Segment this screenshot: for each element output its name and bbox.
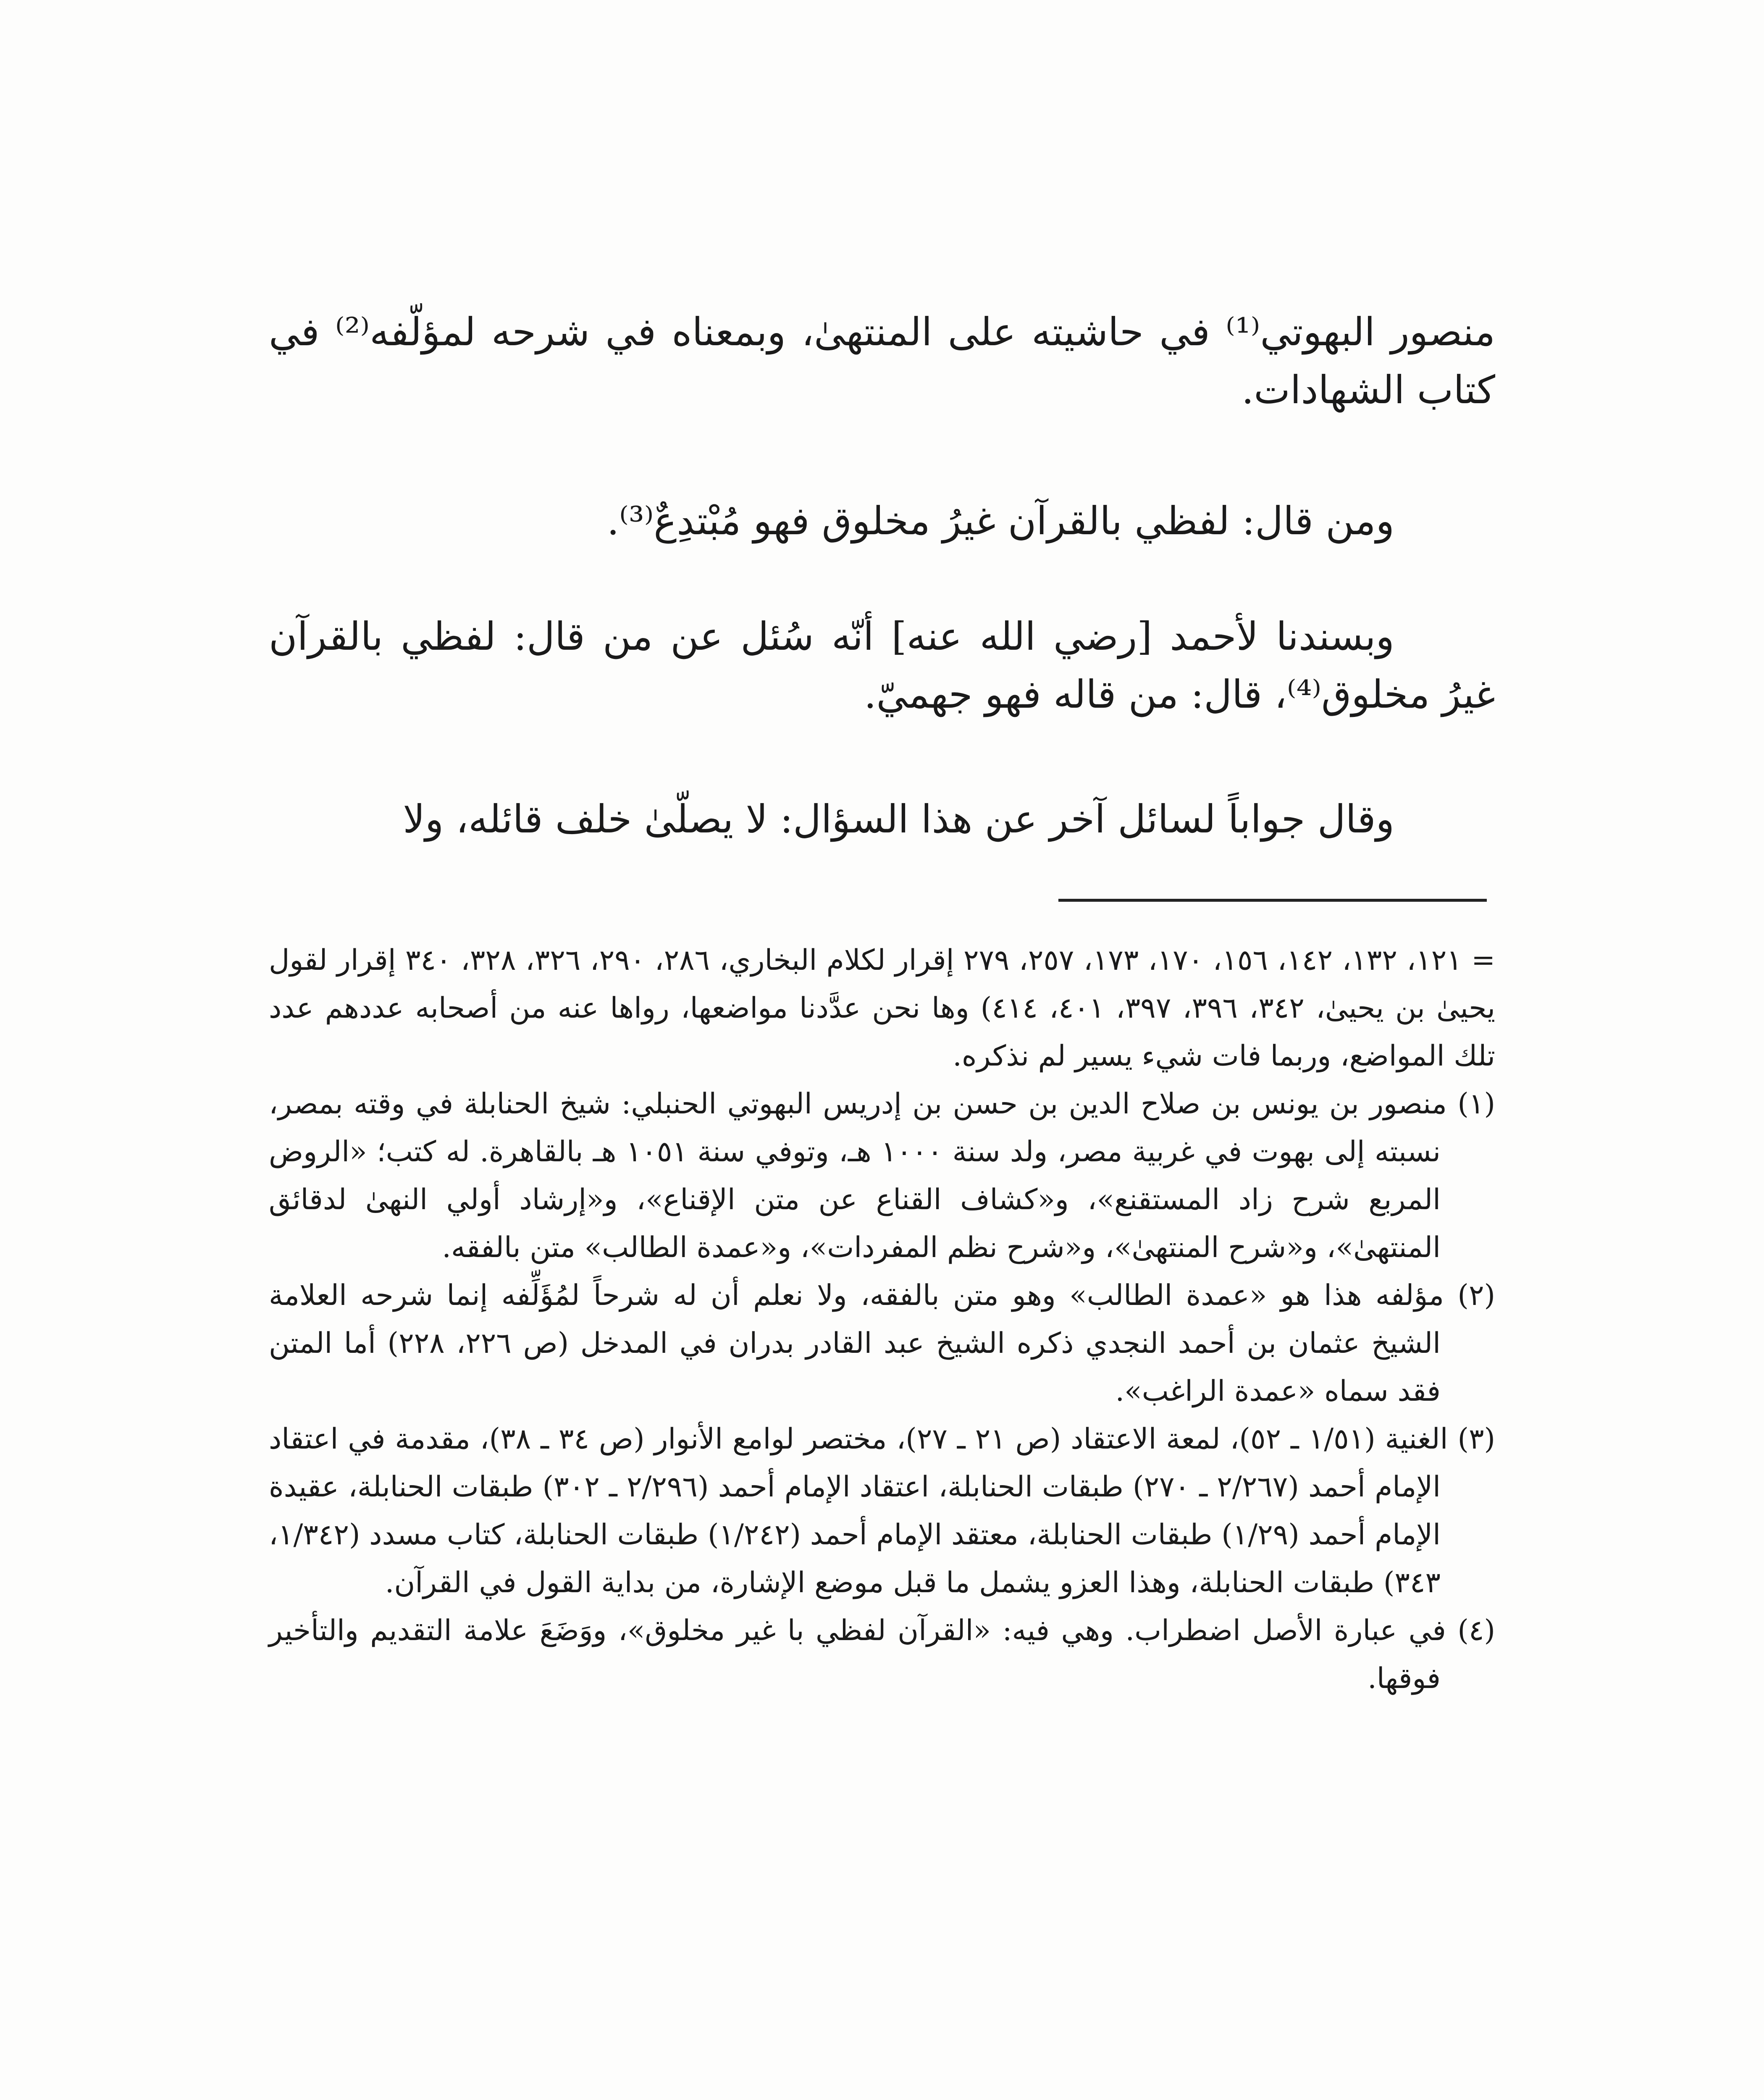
body-paragraph-2: ومن قال: لفظي بالقرآن غيرُ مخلوق فهو مُبْتدِعٌ⁽³⁾. <box>606 499 1394 543</box>
footnotes-section <box>269 937 1495 1703</box>
footnote-continuation: = ١٢١، ١٣٢، ١٤٢، ١٥٦، ١٧٠، ١٧٣، ٢٥٧، ٢٧٩ إقرار لكلام البخاري، ٢٨٦، ٢٩٠، ٣٢٦، ٣٢٨، ٣٤٠ إقرار لقول يحيىٰ بن يحيىٰ، ٣٤٢، ٣٩٦، ٣٩٧، ٤٠١، ٤١٤) وها نحن عدَّدنا مواضعها، رواها عنه من أصحابه عددهم عدد تلك المواضع، وربما فات شيء يسير لم نذكره. <box>269 944 1496 1073</box>
footnote-4: (٤) في عبارة الأصل اضطراب. وهي فيه: «القرآن لفظي با غير مخلوق»، ووَضَعَ علامة التقديم والتأخير فوقها. <box>269 1614 1495 1695</box>
body-paragraph-1: منصور البهوتي⁽¹⁾ في حاشيته على المنتهىٰ، وبمعناه في شرحه لمؤلّفه⁽²⁾ في كتاب الشهادات. <box>269 310 1496 412</box>
footnote-2: (٢) مؤلفه هذا هو «عمدة الطالب» وهو متن بالفقه، ولا نعلم أن له شرحاً لمُؤَلِّفه إنما شرحه العلامة الشيخ عثمان بن أحمد النجدي ذكره الشيخ عبد القادر بدران في المدخل (ص ٢٢٦، ٢٢٨) أما المتن فقد سماه «عمدة الراغب». <box>269 1279 1495 1408</box>
footnote-separator <box>1058 899 1487 902</box>
body-paragraph-4: وقال جواباً لسائل آخر عن هذا السؤال: لا يصلّىٰ خلف قائله، ولا <box>403 797 1394 842</box>
body-paragraph-3: وبسندنا لأحمد [رضي الله عنه] أنّه سُئل عن من قال: لفظي بالقرآن غيرُ مخلوق⁽⁴⁾، قال: من قاله فهو جهميّ. <box>269 614 1495 717</box>
footnote-3: (٣) الغنية (١/٥١ ـ ٥٢)، لمعة الاعتقاد (ص ٢١ ـ ٢٧)، مختصر لوامع الأنوار (ص ٣٤ ـ ٣٨)، مقدمة في اعتقاد الإمام أحمد (٢/٢٦٧ ـ ٢٧٠) طبقات الحنابلة، اعتقاد الإمام أحمد (٢/٢٩٦ ـ ٣٠٢) طبقات الحنابلة، عقيدة الإمام أحمد (١/٢٩) طبقات الحنابلة، معتقد الإمام أحمد (١/٢٤٢) طبقات الحنابلة، كتاب مسدد (١/٣٤٢، ٣٤٣) طبقات الحنابلة، وهذا العزو يشمل ما قبل موضع الإشارة، من بداية القول في القرآن. <box>269 1423 1496 1599</box>
footnote-1: (١) منصور بن يونس بن صلاح الدين بن حسن بن إدريس البهوتي الحنبلي: شيخ الحنابلة في وقته بمصر، نسبته إلى بهوت في غربية مصر، ولد سنة ١٠٠٠ هـ، وتوفي سنة ١٠٥١ هـ بالقاهرة. له كتب؛ «الروض المربع شرح زاد المستقنع»، و«كشاف القناع عن متن الإقناع»، و«إرشاد أولي النهىٰ لدقائق المنتهىٰ»، و«شرح المنتهىٰ»، و«شرح نظم المفردات»، و«عمدة الطالب» متن بالفقه. <box>269 1087 1495 1264</box>
